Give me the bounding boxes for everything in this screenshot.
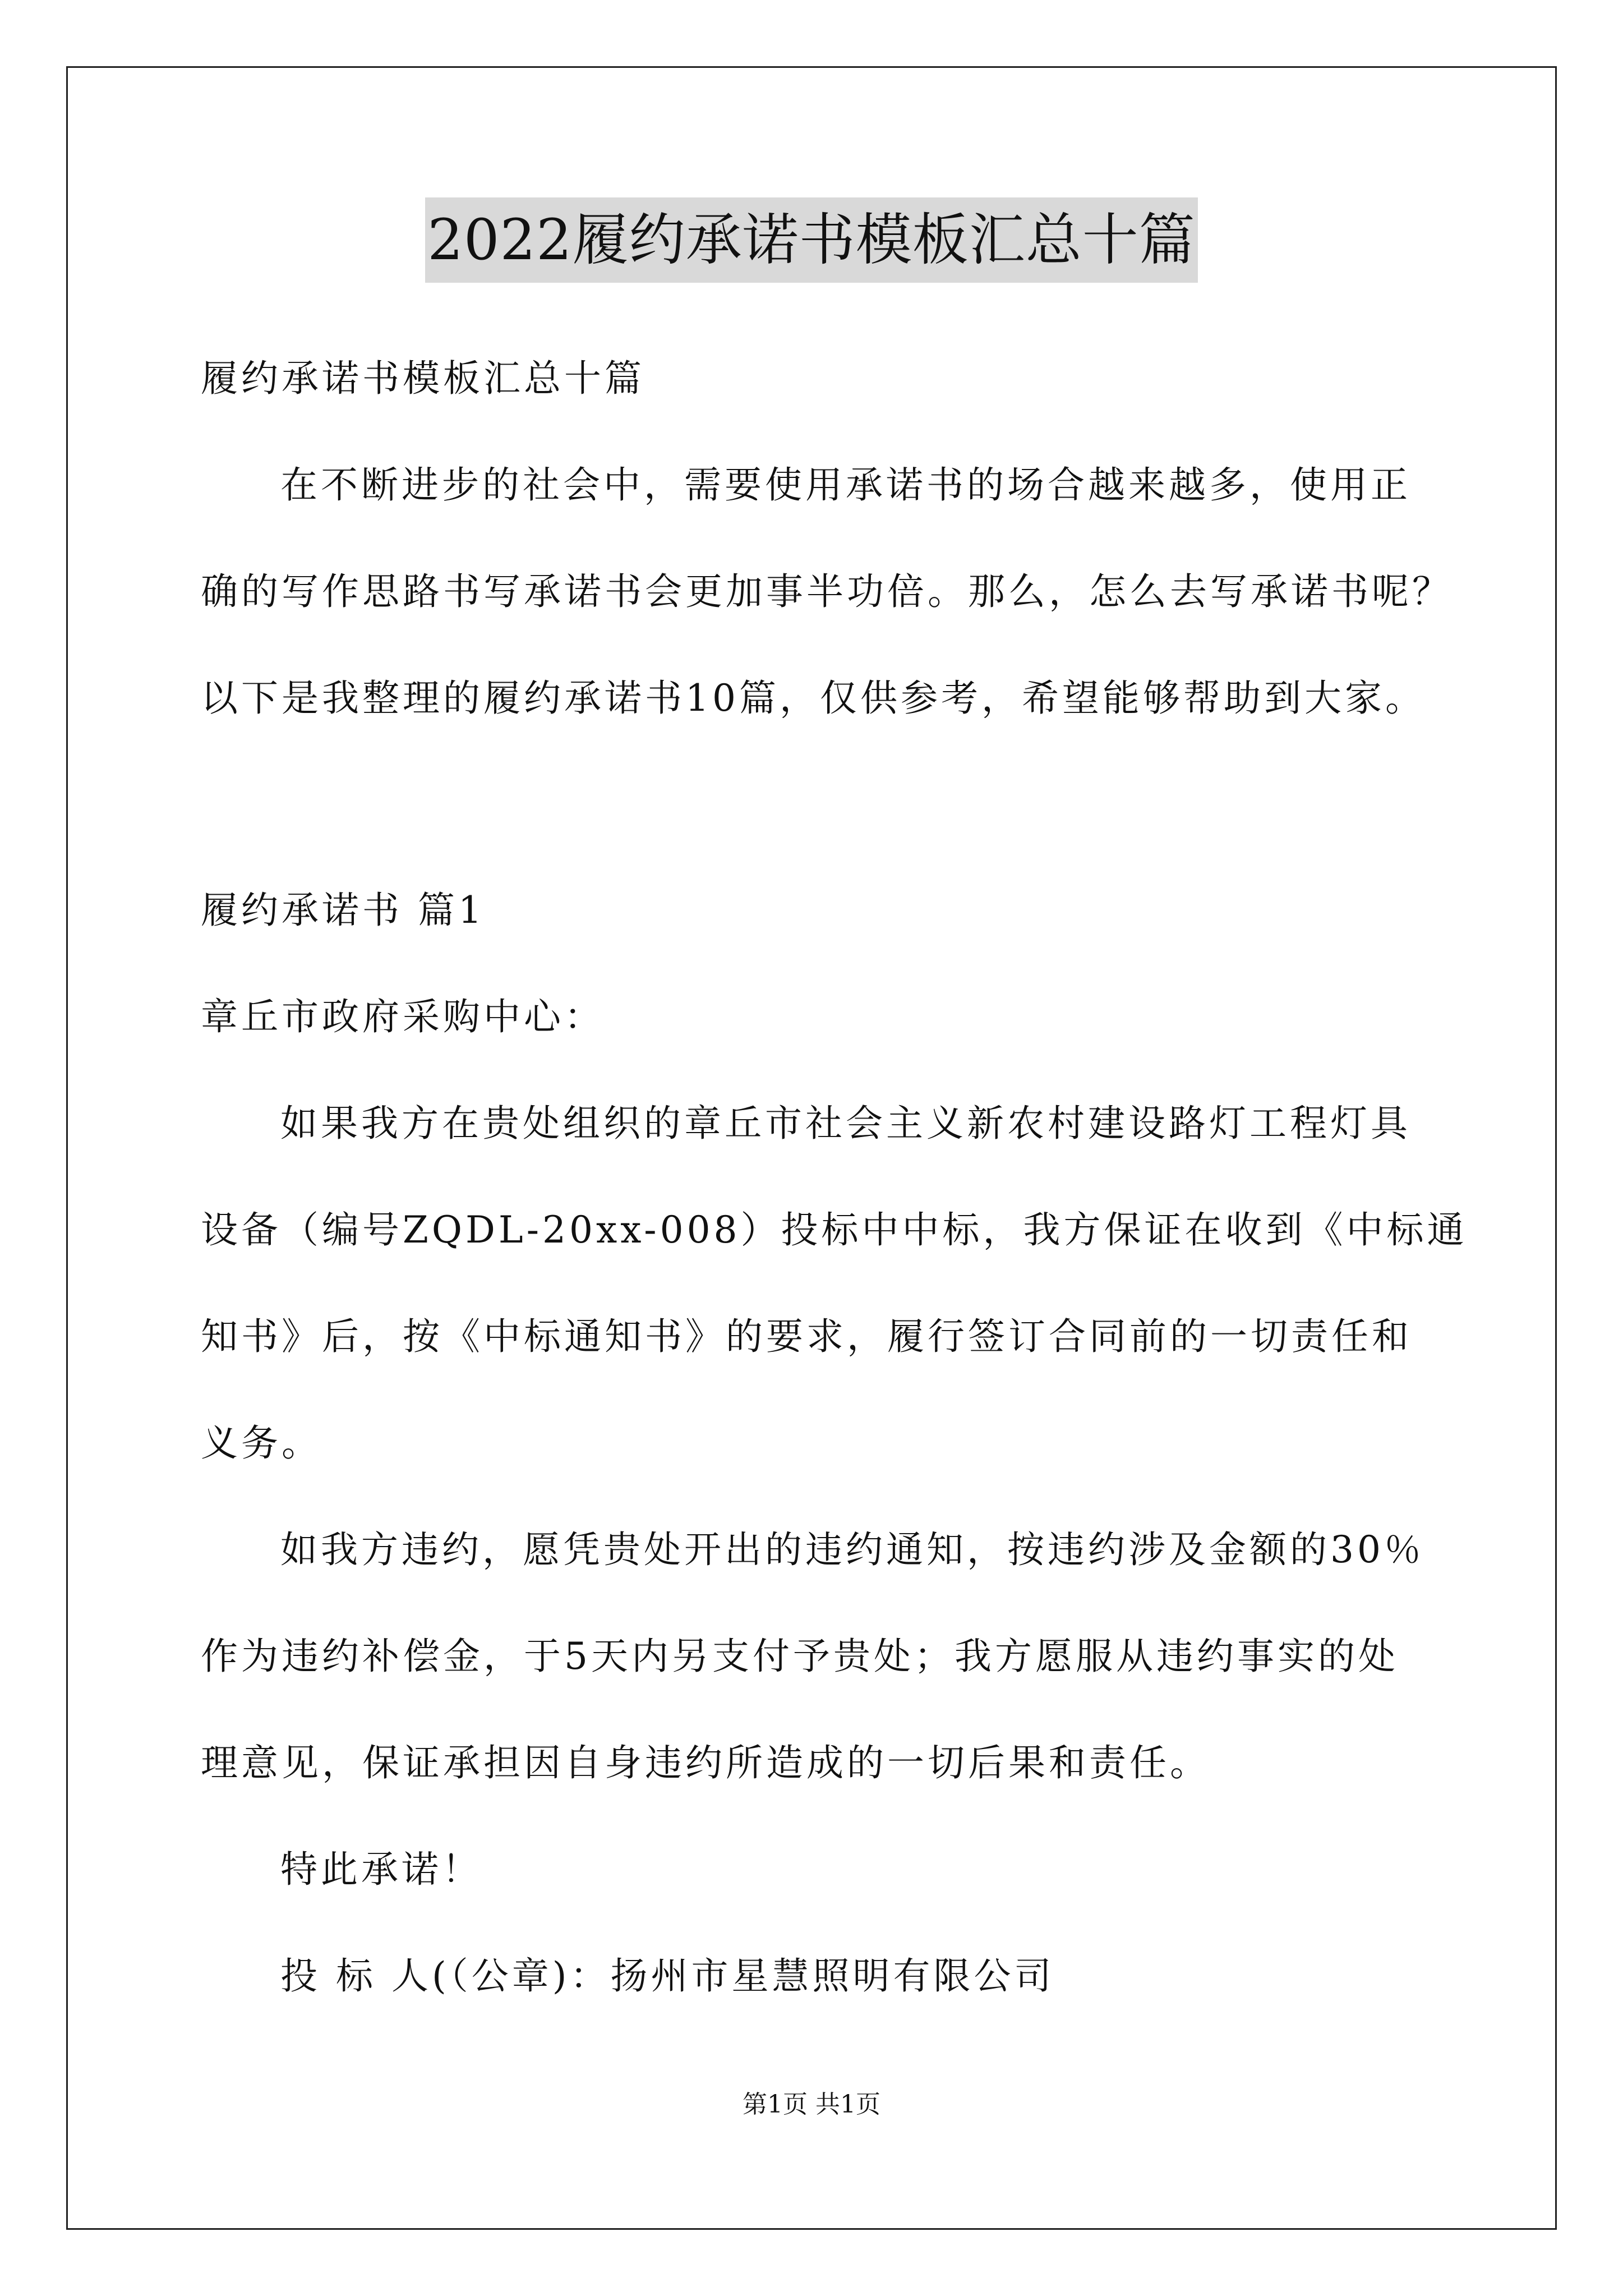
paragraph-2-line-2: 作为违约补偿金，于5天内另支付予贵处；我方愿服从违约事实的处 xyxy=(201,1635,1399,1678)
paragraph-2-line-3: 理意见，保证承担因自身违约所造成的一切后果和责任。 xyxy=(201,1741,1210,1784)
intro-line-1: 在不断进步的社会中，需要使用承诺书的场合越来越多，使用正 xyxy=(280,463,1411,507)
addressee: 章丘市政府采购中心： xyxy=(201,995,605,1038)
page-footer: 第1页 共1页 xyxy=(743,2090,880,2119)
subtitle: 履约承诺书模板汇总十篇 xyxy=(201,357,645,400)
paragraph-1-line-2: 设备（编号ZQDL-20xx-008）投标中中标，我方保证在收到《中标通 xyxy=(201,1208,1468,1251)
title-container xyxy=(0,197,1623,283)
intro-line-2: 确的写作思路书写承诺书会更加事半功倍。那么，怎么去写承诺书呢？ xyxy=(201,570,1453,613)
paragraph-1-line-1: 如果我方在贵处组织的章丘市社会主义新农村建设路灯工程灯具 xyxy=(280,1102,1411,1145)
document-title: 2022履约承诺书模板汇总十篇 xyxy=(425,197,1198,283)
closing-line: 特此承诺！ xyxy=(280,1848,482,1891)
paragraph-1-line-4: 义务。 xyxy=(201,1421,322,1465)
intro-line-3: 以下是我整理的履约承诺书10篇，仅供参考，希望能够帮助到大家。 xyxy=(201,677,1426,720)
paragraph-1-line-3: 知书》后，按《中标通知书》的要求，履行签订合同前的一切责任和 xyxy=(201,1315,1412,1358)
signature-line: 投 标 人(（公章)：扬州市星慧照明有限公司 xyxy=(280,1954,1055,1998)
paragraph-2-line-1: 如我方违约，愿凭贵处开出的违约通知，按违约涉及金额的30％ xyxy=(280,1528,1424,1571)
section-heading: 履约承诺书 篇1 xyxy=(201,889,485,932)
